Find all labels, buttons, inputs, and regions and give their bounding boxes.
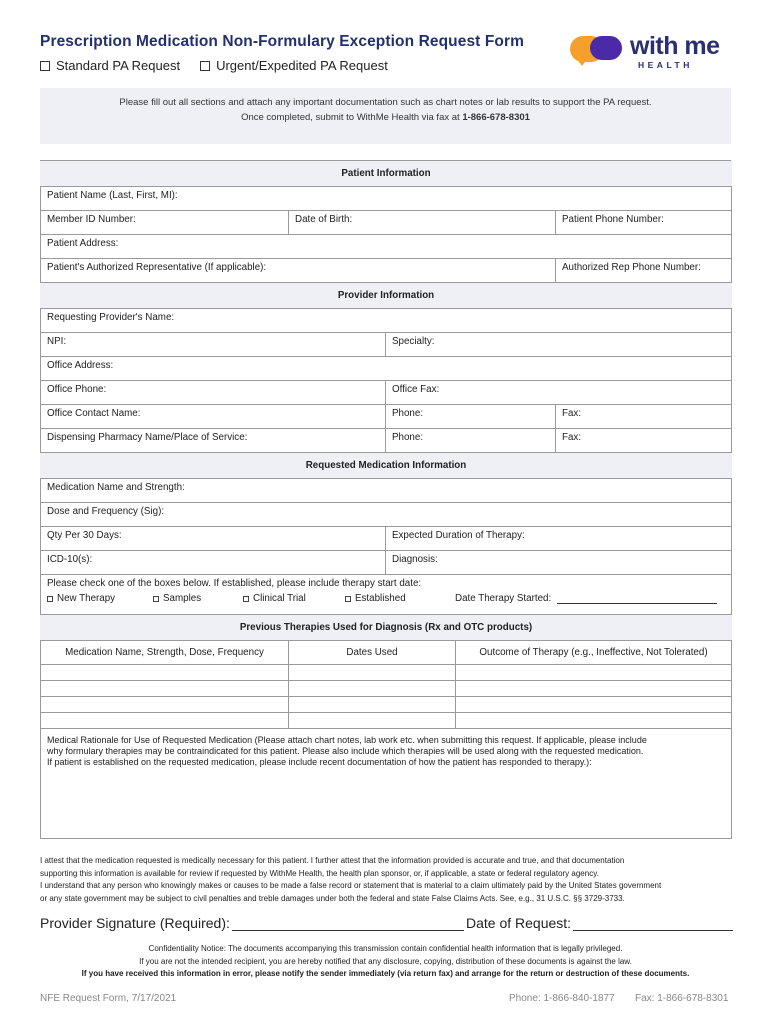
intro-line-2	[40, 110, 731, 125]
patient-phone-field[interactable]: Patient Phone Number:	[556, 211, 732, 235]
office-contact-phone-field[interactable]: Phone:	[386, 405, 556, 429]
qty-per-30-days-field[interactable]: Qty Per 30 Days:	[41, 527, 386, 551]
medication-name-field[interactable]: Medication Name and Strength:	[41, 479, 732, 503]
table-row	[41, 713, 732, 729]
provider-signature-line[interactable]	[232, 917, 464, 931]
date-of-request-label: Date of Request:	[466, 915, 572, 931]
office-address-field[interactable]: Office Address:	[41, 357, 732, 381]
logo-bubble-tail-icon	[576, 58, 588, 66]
section-provider-information: Provider Information	[41, 283, 732, 309]
authorized-rep-field[interactable]: Patient's Authorized Representative (If applicable):	[41, 259, 556, 283]
icd-10-field[interactable]: ICD-10(s):	[41, 551, 386, 575]
clinical-trial-checkbox[interactable]	[243, 596, 249, 602]
section-requested-medication: Requested Medication Information	[41, 453, 732, 479]
clinical-trial-option[interactable]	[243, 593, 345, 604]
npi-field[interactable]: NPI:	[41, 333, 386, 357]
table-row	[41, 665, 732, 681]
expected-duration-field[interactable]: Expected Duration of Therapy:	[386, 527, 732, 551]
specialty-field[interactable]: Specialty:	[386, 333, 732, 357]
therapy-status-cell	[41, 575, 732, 615]
established-checkbox[interactable]	[345, 596, 351, 602]
new-therapy-label: New Therapy	[57, 593, 116, 604]
authorized-rep-phone-field[interactable]: Authorized Rep Phone Number:	[556, 259, 732, 283]
footer-form-version: NFE Request Form, 7/17/2021	[40, 993, 177, 1004]
attest-line-3: I understand that any person who knowingly makes or causes to be made a false record or statement that is material to a claim ultimately paid by the United States government	[40, 881, 662, 890]
urgent-pa-option[interactable]	[200, 58, 388, 73]
office-phone-field[interactable]: Office Phone:	[41, 381, 386, 405]
therapy-medication-cell[interactable]	[41, 713, 289, 729]
col-medication-name: Medication Name, Strength, Dose, Frequency	[41, 641, 289, 665]
dose-frequency-field[interactable]: Dose and Frequency (Sig):	[41, 503, 732, 527]
intro-box	[40, 88, 731, 144]
conf-line-3: If you have received this information in error, please notify the sender immediately (via return fax) and arrange for the return or destruction of these documents.	[81, 969, 690, 978]
table-row	[41, 697, 732, 713]
provider-name-field[interactable]: Requesting Provider's Name:	[41, 309, 732, 333]
attest-line-4: or any state government may be subject to civil penalties and treble damages under both the federal and state False Claims Acts. See, e.g., 31 U.S.C. §§ 3729-3733.	[40, 893, 625, 903]
intro-fax-number: 1-866-678-8301	[462, 112, 530, 123]
therapy-dates-cell[interactable]	[289, 697, 456, 713]
therapy-outcome-cell[interactable]	[456, 681, 732, 697]
section-patient-information: Patient Information	[41, 161, 732, 187]
office-contact-fax-field[interactable]: Fax:	[556, 405, 732, 429]
new-therapy-checkbox[interactable]	[47, 596, 53, 602]
rationale-line-1: Medical Rationale for Use of Requested Medication (Please attach chart notes, lab work etc. when submitting this request. If applicable, please include	[47, 735, 647, 745]
date-therapy-started-line[interactable]	[557, 594, 717, 604]
medical-rationale-field[interactable]	[41, 729, 732, 839]
attestation-text	[40, 855, 740, 905]
standard-pa-checkbox[interactable]	[40, 61, 50, 71]
urgent-pa-checkbox[interactable]	[200, 61, 210, 71]
therapy-medication-cell[interactable]	[41, 665, 289, 681]
attest-line-1: I attest that the medication requested is medically necessary for this patient. I further attest that the information provided is accurate and true, and that documentation	[40, 856, 625, 865]
samples-option[interactable]	[153, 593, 243, 604]
therapy-medication-cell[interactable]	[41, 697, 289, 713]
attest-line-2: supporting this information is available for review if requested by WithMe Health, the health plan sponsor, or, if applicable, a state or federal regulatory agency.	[40, 868, 599, 878]
provider-signature-label: Provider Signature (Required):	[40, 915, 230, 931]
table-row	[41, 681, 732, 697]
office-fax-field[interactable]: Office Fax:	[386, 381, 732, 405]
standard-pa-label: Standard PA Request	[56, 58, 181, 73]
col-outcome: Outcome of Therapy (e.g., Ineffective, Not Tolerated)	[456, 641, 732, 665]
therapy-dates-cell[interactable]	[289, 713, 456, 729]
established-option[interactable]	[345, 593, 455, 604]
therapy-status-options	[47, 593, 725, 604]
logo-bubble-purple-icon	[590, 36, 622, 60]
intro-line-1: Please fill out all sections and attach any important documentation such as chart notes or lab results to support the PA request.	[119, 97, 652, 108]
rationale-line-2: why formulary therapies may be contraindicated for this patient. Please also include which therapies will be used along with the requested medication.	[47, 746, 644, 756]
samples-checkbox[interactable]	[153, 596, 159, 602]
withme-health-logo	[568, 32, 733, 72]
date-therapy-started[interactable]	[455, 593, 717, 604]
samples-label: Samples	[163, 593, 202, 604]
therapy-medication-cell[interactable]	[41, 681, 289, 697]
therapy-outcome-cell[interactable]	[456, 697, 732, 713]
member-id-field[interactable]: Member ID Number:	[41, 211, 289, 235]
date-of-request[interactable]	[466, 915, 733, 931]
urgent-pa-label: Urgent/Expedited PA Request	[216, 58, 388, 73]
office-contact-field[interactable]: Office Contact Name:	[41, 405, 386, 429]
logo-subtitle: HEALTH	[638, 60, 693, 70]
rationale-line-3: If patient is established on the requested medication, please include recent documentation of how the patient has responded to therapy.):	[47, 757, 592, 767]
therapy-dates-cell[interactable]	[289, 665, 456, 681]
footer-fax: Fax: 1-866-678-8301	[635, 993, 729, 1004]
clinical-trial-label: Clinical Trial	[253, 593, 306, 604]
logo-wordmark: with me	[630, 32, 720, 60]
col-dates-used: Dates Used	[289, 641, 456, 665]
confidentiality-notice	[40, 943, 731, 981]
date-of-request-line[interactable]	[573, 917, 733, 931]
standard-pa-option[interactable]	[40, 58, 180, 73]
therapy-outcome-cell[interactable]	[456, 713, 732, 729]
pharmacy-fax-field[interactable]: Fax:	[556, 429, 732, 453]
pharmacy-phone-field[interactable]: Phone:	[386, 429, 556, 453]
section-previous-therapies: Previous Therapies Used for Diagnosis (Rx and OTC products)	[41, 615, 732, 641]
request-form-table	[40, 160, 732, 839]
intro-line-2-text: Once completed, submit to WithMe Health via fax at	[241, 112, 463, 123]
therapy-status-prompt: Please check one of the boxes below. If established, please include therapy start date:	[47, 578, 422, 589]
diagnosis-field[interactable]: Diagnosis:	[386, 551, 732, 575]
therapy-outcome-cell[interactable]	[456, 665, 732, 681]
conf-line-1: Confidentiality Notice: The documents accompanying this transmission contain confidential health information that is legally privileged.	[148, 944, 623, 953]
established-label: Established	[355, 593, 406, 604]
conf-line-2: If you are not the intended recipient, you are hereby notified that any disclosure, copying, distribution of these documents is against the law.	[139, 956, 632, 966]
patient-name-field[interactable]: Patient Name (Last, First, MI):	[41, 187, 732, 211]
therapy-dates-cell[interactable]	[289, 681, 456, 697]
date-of-birth-field[interactable]: Date of Birth:	[289, 211, 556, 235]
form-title: Prescription Medication Non-Formulary Exception Request Form	[40, 33, 524, 50]
footer-phone: Phone: 1-866-840-1877	[509, 993, 615, 1004]
patient-address-field[interactable]: Patient Address:	[41, 235, 732, 259]
provider-signature[interactable]	[40, 915, 464, 931]
pa-type-options	[40, 58, 388, 73]
new-therapy-option[interactable]	[47, 593, 153, 604]
date-therapy-started-label: Date Therapy Started:	[455, 593, 552, 604]
pharmacy-field[interactable]: Dispensing Pharmacy Name/Place of Service:	[41, 429, 386, 453]
